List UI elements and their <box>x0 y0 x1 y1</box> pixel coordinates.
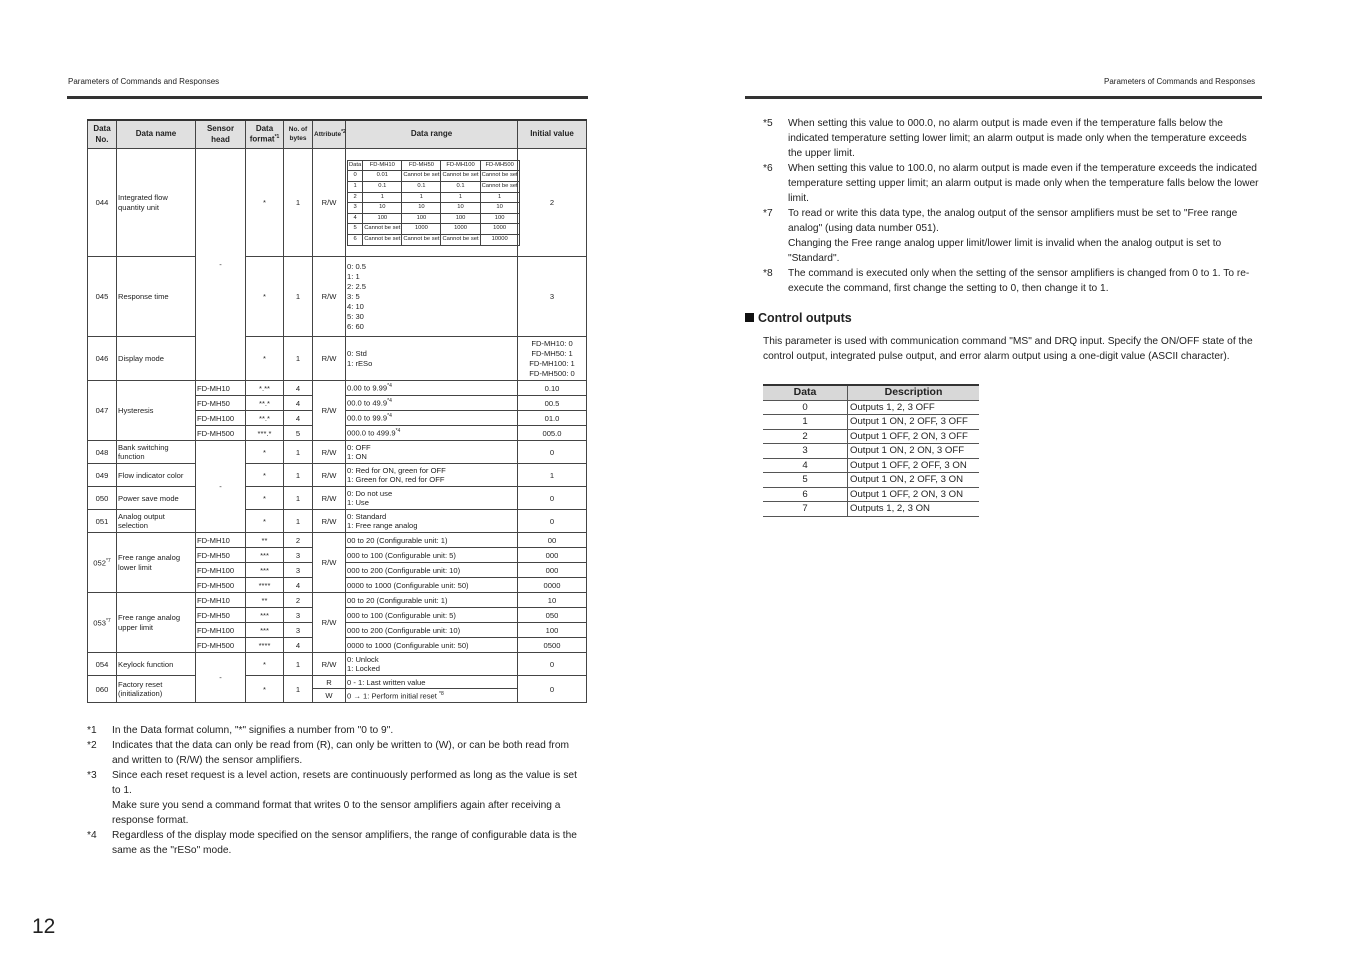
row-attr-w: W <box>313 689 346 703</box>
unit-table-cell: 1 <box>348 182 363 193</box>
unit-table-cell: Cannot be set <box>363 235 402 246</box>
row-head: FD-MH500 <box>196 638 246 653</box>
table-row <box>88 510 587 533</box>
row-no: 049 <box>88 464 117 487</box>
unit-table-cell: 0 <box>348 171 363 182</box>
sensor-head-dash: - <box>196 653 246 703</box>
footnote-text: To read or write this data type, the analog output of the sensor amplifiers must be set to "Free range analog" (using data number 051). <box>788 208 1238 234</box>
row-attr-r: R <box>313 676 346 689</box>
row-range: 0: OFF 1: ON <box>346 441 518 464</box>
row-format: * <box>246 510 284 533</box>
unit-table-cell: Cannot be set <box>480 171 519 182</box>
row-no: 050 <box>88 487 117 510</box>
row-no: 054 <box>88 653 117 676</box>
row-bytes: 4 <box>284 411 313 426</box>
row-bytes: 2 <box>284 593 313 608</box>
row-bytes: 4 <box>284 638 313 653</box>
footnote-mark: *4 <box>87 830 97 841</box>
row-range: 000 to 200 (Configurable unit: 10) <box>346 563 518 578</box>
unit-table-cell: Cannot be set <box>402 171 441 182</box>
row-init: 0 <box>518 441 587 464</box>
unit-table-cell: Cannot be set <box>402 235 441 246</box>
control-data: 6 <box>763 487 848 502</box>
control-desc: Output 1 ON, 2 ON, 3 OFF <box>848 444 980 459</box>
row-format: ** <box>246 593 284 608</box>
row-format: * <box>246 487 284 510</box>
header-rule-right <box>745 96 1262 99</box>
footnote-text: Since each reset request is a level action, resets are continuously performed as long as the value is set to 1. <box>112 770 577 796</box>
unit-table-cell: 5 <box>348 224 363 235</box>
col-data-format: Data format$^{*1}$ <box>246 120 284 149</box>
unit-table-cell: 100 <box>480 213 519 224</box>
unit-table-row <box>348 160 520 171</box>
unit-table-cell: 10 <box>402 203 441 214</box>
row-bytes: 4 <box>284 578 313 593</box>
row-format: * <box>246 653 284 676</box>
control-outputs-title: Control outputs <box>745 311 852 325</box>
unit-table-cell: 1 <box>363 192 402 203</box>
row-name: Bank switching function <box>117 441 196 464</box>
unit-table-cell: 3 <box>348 203 363 214</box>
unit-table-cell: Data <box>348 160 363 171</box>
row-range: 000 to 100 (Configurable unit: 5) <box>346 608 518 623</box>
col-data-name: Data name <box>117 120 196 149</box>
unit-table-cell: 100 <box>441 213 480 224</box>
control-outputs-table <box>763 384 979 517</box>
row-name: Free range analog lower limit <box>117 533 196 593</box>
row-init: 1 <box>518 464 587 487</box>
control-desc: Output 1 OFF, 2 ON, 3 OFF <box>848 429 980 444</box>
unit-table-cell: 100 <box>402 213 441 224</box>
unit-table-cell: 0.1 <box>402 182 441 193</box>
table-row <box>763 444 979 459</box>
row-format: **.* <box>246 411 284 426</box>
footnote-item <box>87 738 587 768</box>
row-format: ***.* <box>246 426 284 441</box>
row-range: 00.0 to 49.9$^{*4}$ <box>346 396 518 411</box>
footnote-text: The command is executed only when the setting of the sensor amplifiers is changed from 0 to 1. To re-execute the command, first change the setting to 0, then change it to 1. <box>788 268 1250 294</box>
table-row <box>88 676 587 689</box>
row-bytes: 5 <box>284 426 313 441</box>
unit-table-cell: 0.1 <box>363 182 402 193</box>
row-attr: R/W <box>313 593 346 653</box>
row-init: 0 <box>518 676 587 703</box>
row-init: 0.10 <box>518 381 587 396</box>
row-name: Flow indicator color <box>117 464 196 487</box>
row-range: 0: Red for ON, green for OFF 1: Green for ON, red for OFF <box>346 464 518 487</box>
row-attr: R/W <box>313 337 346 381</box>
row-name: Analog output selection <box>117 510 196 533</box>
footnote-item <box>763 161 1263 206</box>
row-format: **** <box>246 578 284 593</box>
table-row <box>88 381 587 396</box>
unit-table-cell: Cannot be set <box>363 224 402 235</box>
row-range: 000 to 200 (Configurable unit: 10) <box>346 623 518 638</box>
row-attr: R/W <box>313 653 346 676</box>
row-init: 10 <box>518 593 587 608</box>
row-init: 00 <box>518 533 587 548</box>
row-no: 052$^{*7}$ <box>88 533 117 593</box>
table-header-row <box>88 120 587 149</box>
unit-table-row <box>348 235 520 246</box>
row-no: 047 <box>88 381 117 441</box>
row-range: 0: Standard 1: Free range analog <box>346 510 518 533</box>
row-no: 053$^{*7}$ <box>88 593 117 653</box>
unit-table-cell: Cannot be set <box>441 171 480 182</box>
unit-table-cell: 1 <box>480 192 519 203</box>
row-format: **** <box>246 638 284 653</box>
row-head: FD-MH500 <box>196 578 246 593</box>
unit-table-cell: 10000 <box>480 235 519 246</box>
page-number: 12 <box>32 915 56 938</box>
unit-table <box>347 160 520 246</box>
unit-table-cell: 1000 <box>402 224 441 235</box>
row-bytes: 1 <box>284 257 313 337</box>
row-name: Hysteresis <box>117 381 196 441</box>
row-format: * <box>246 676 284 703</box>
row-name: Keylock function <box>117 653 196 676</box>
row-attr: R/W <box>313 510 346 533</box>
row-name: Integrated flow quantity unit <box>117 149 196 257</box>
unit-table-cell: 1 <box>402 192 441 203</box>
unit-table-cell: FD-MH10 <box>363 160 402 171</box>
unit-table-cell: Cannot be set <box>480 182 519 193</box>
header-rule-left <box>67 96 588 99</box>
unit-table-cell: 0.1 <box>441 182 480 193</box>
row-head: FD-MH100 <box>196 623 246 638</box>
table-row <box>88 487 587 510</box>
footnote-mark: *3 <box>87 770 97 781</box>
table-row <box>763 487 979 502</box>
footnote-text: Make sure you send a command format that writes 0 to the sensor amplifiers again after receiving a response format. <box>112 800 561 826</box>
row-bytes: 1 <box>284 510 313 533</box>
row-bytes: 3 <box>284 563 313 578</box>
row-bytes: 3 <box>284 608 313 623</box>
row-head: FD-MH50 <box>196 608 246 623</box>
table-row <box>88 257 587 337</box>
row-init: 005.0 <box>518 426 587 441</box>
footnote-item <box>763 116 1263 161</box>
footnote-mark: *5 <box>763 118 773 129</box>
row-format: * <box>246 337 284 381</box>
row-format: *** <box>246 623 284 638</box>
control-data: 1 <box>763 415 848 430</box>
footnote-item <box>87 828 587 858</box>
row-head: FD-MH100 <box>196 411 246 426</box>
row-attr: R/W <box>313 441 346 464</box>
row-format: * <box>246 149 284 257</box>
row-bytes: 1 <box>284 487 313 510</box>
row-init: 0 <box>518 487 587 510</box>
row-name: Factory reset (initialization) <box>117 676 196 703</box>
parameter-table <box>87 119 587 703</box>
sensor-head-dash: - <box>196 149 246 381</box>
row-head: FD-MH50 <box>196 396 246 411</box>
row-init: FD-MH10: 0 FD-MH50: 1 FD-MH100: 1 FD-MH500: 0 <box>518 337 587 381</box>
control-data: 5 <box>763 473 848 488</box>
row-bytes: 1 <box>284 464 313 487</box>
unit-table-row <box>348 171 520 182</box>
table-row <box>88 464 587 487</box>
footnote-mark: *2 <box>87 740 97 751</box>
row-name: Power save mode <box>117 487 196 510</box>
unit-table-cell: 1 <box>441 192 480 203</box>
table-row <box>763 458 979 473</box>
table-row <box>88 533 587 548</box>
row-bytes: 1 <box>284 676 313 703</box>
table-row <box>88 337 587 381</box>
row-range: 0000 to 1000 (Configurable unit: 50) <box>346 578 518 593</box>
control-data: 0 <box>763 400 848 415</box>
control-desc: Output 1 OFF, 2 OFF, 3 ON <box>848 458 980 473</box>
control-data: 4 <box>763 458 848 473</box>
footnote-text: When setting this value to 000.0, no alarm output is made even if the temperature falls below the indicated temperature setting lower limit; an alarm output is made only when the temperature exceeds the upper limit. <box>788 118 1247 159</box>
unit-table-cell: 0.01 <box>363 171 402 182</box>
row-name: Display mode <box>117 337 196 381</box>
footnote-item <box>87 723 587 738</box>
row-no: 046 <box>88 337 117 381</box>
row-format: * <box>246 441 284 464</box>
footnote-mark: *6 <box>763 163 773 174</box>
unit-table-row <box>348 213 520 224</box>
row-bytes: 1 <box>284 337 313 381</box>
row-name: Free range analog upper limit <box>117 593 196 653</box>
unit-table-cell: 10 <box>363 203 402 214</box>
footnote-text: Indicates that the data can only be read from (R), can only be written to (W), or can be both read from and written to (R/W) the sensor amplifiers. <box>112 740 569 766</box>
row-range: 0: Unlock 1: Locked <box>346 653 518 676</box>
unit-table-cell: 1000 <box>480 224 519 235</box>
row-name: Response time <box>117 257 196 337</box>
row-init: 000 <box>518 563 587 578</box>
row-init: 3 <box>518 257 587 337</box>
row-init: 00.5 <box>518 396 587 411</box>
row-bytes: 3 <box>284 548 313 563</box>
control-data: 2 <box>763 429 848 444</box>
table-row <box>88 593 587 608</box>
col-data-no: Data No. <box>88 120 117 149</box>
header-left: Parameters of Commands and Responses <box>68 77 220 86</box>
row-attr: R/W <box>313 487 346 510</box>
row-format: *** <box>246 563 284 578</box>
table-row <box>763 473 979 488</box>
unit-table-cell: 10 <box>441 203 480 214</box>
unit-table-row <box>348 192 520 203</box>
row-range-w: 0 → 1: Perform initial reset $^{*8}$ <box>346 689 518 703</box>
row-head: FD-MH10 <box>196 381 246 396</box>
row-format: * <box>246 257 284 337</box>
footnotes-right <box>763 116 1263 296</box>
table-row <box>88 149 587 257</box>
row-bytes: 1 <box>284 149 313 257</box>
row-format: *.** <box>246 381 284 396</box>
col-data-range: Data range <box>346 120 518 149</box>
unit-table-row <box>348 182 520 193</box>
unit-table-cell: FD-MH500 <box>480 160 519 171</box>
row-head: FD-MH10 <box>196 533 246 548</box>
table-row <box>763 502 979 517</box>
table-row <box>763 415 979 430</box>
row-attr: R/W <box>313 464 346 487</box>
row-no: 051 <box>88 510 117 533</box>
footnote-item <box>87 768 587 828</box>
control-desc: Outputs 1, 2, 3 ON <box>848 502 980 517</box>
control-desc: Output 1 ON, 2 OFF, 3 OFF <box>848 415 980 430</box>
square-bullet-icon <box>745 313 754 322</box>
row-format: * <box>246 464 284 487</box>
table-row <box>763 400 979 415</box>
control-data: 3 <box>763 444 848 459</box>
footnote-item <box>763 266 1263 296</box>
table-row <box>88 653 587 676</box>
row-no: 044 <box>88 149 117 257</box>
row-format: *** <box>246 548 284 563</box>
table-row <box>763 429 979 444</box>
unit-table-cell: 6 <box>348 235 363 246</box>
unit-table-row <box>348 203 520 214</box>
row-no: 060 <box>88 676 117 703</box>
control-outputs-description: This parameter is used with communication command "MS" and DRQ input. Specify the ON/OFF state of the control output, integrated pulse output, and error alarm output using a one-digit value (ASCII character). <box>763 336 1253 362</box>
row-attr: R/W <box>313 533 346 593</box>
row-init: 2 <box>518 149 587 257</box>
row-no: 048 <box>88 441 117 464</box>
header-right: Parameters of Commands and Responses <box>1104 77 1256 86</box>
footnote-mark: *8 <box>763 268 773 279</box>
row-range: 0: 0.5 1: 1 2: 2.5 3: 5 4: 10 5: 30 6: 60 <box>346 257 518 337</box>
row-range: 0: Do not use 1: Use <box>346 487 518 510</box>
footnote-text: Changing the Free range analog upper limit/lower limit is invalid when the analog output is set to "Standard". <box>788 238 1222 264</box>
row-init: 0 <box>518 510 587 533</box>
row-head: FD-MH500 <box>196 426 246 441</box>
col-sensor-head: Sensor head <box>196 120 246 149</box>
row-no: 045 <box>88 257 117 337</box>
row-range: 00.0 to 99.9$^{*4}$ <box>346 411 518 426</box>
control-desc: Outputs 1, 2, 3 OFF <box>848 400 980 415</box>
col-description: Description <box>848 385 980 400</box>
row-bytes: 1 <box>284 441 313 464</box>
unit-table-cell: Cannot be set <box>441 235 480 246</box>
row-head: FD-MH10 <box>196 593 246 608</box>
row-range: 000 to 100 (Configurable unit: 5) <box>346 548 518 563</box>
row-range: 0.00 to 9.99$^{*4}$ <box>346 381 518 396</box>
row-init: 01.0 <box>518 411 587 426</box>
unit-table-cell: FD-MH50 <box>402 160 441 171</box>
row-init: 050 <box>518 608 587 623</box>
footnote-mark: *1 <box>87 725 97 736</box>
footnotes-left <box>87 723 587 858</box>
control-desc: Output 1 ON, 2 OFF, 3 ON <box>848 473 980 488</box>
row-attr: R/W <box>313 381 346 441</box>
row-range: 00 to 20 (Configurable unit: 1) <box>346 533 518 548</box>
unit-table-cell: 100 <box>363 213 402 224</box>
row-attr: R/W <box>313 149 346 257</box>
row-range: 0000 to 1000 (Configurable unit: 50) <box>346 638 518 653</box>
unit-table-cell: 10 <box>480 203 519 214</box>
unit-table-cell: 2 <box>348 192 363 203</box>
unit-table-cell: FD-MH100 <box>441 160 480 171</box>
unit-table-cell: 4 <box>348 213 363 224</box>
row-head: FD-MH100 <box>196 563 246 578</box>
col-bytes: No. of bytes <box>284 120 313 149</box>
row-attr: R/W <box>313 257 346 337</box>
row-bytes: 4 <box>284 381 313 396</box>
unit-table-row <box>348 224 520 235</box>
col-attribute: Attribute$^{*2}$ <box>313 120 346 149</box>
row-format: **.* <box>246 396 284 411</box>
col-initial-value: Initial value <box>518 120 587 149</box>
row-range <box>346 149 518 257</box>
row-init: 000 <box>518 548 587 563</box>
row-bytes: 4 <box>284 396 313 411</box>
col-data: Data <box>763 385 848 400</box>
footnote-text: When setting this value to 100.0, no alarm output is made even if the temperature exceeds the indicated temperature setting upper limit; an alarm output is made only when the temperature falls below the lower limit. <box>788 163 1259 204</box>
row-init: 0500 <box>518 638 587 653</box>
row-init: 0 <box>518 653 587 676</box>
sensor-head-dash: - <box>196 441 246 533</box>
row-bytes: 2 <box>284 533 313 548</box>
row-range-r: 0 - 1: Last written value <box>346 676 518 689</box>
table-row <box>88 441 587 464</box>
footnote-item <box>763 206 1263 266</box>
row-init: 100 <box>518 623 587 638</box>
row-format: *** <box>246 608 284 623</box>
unit-table-cell: 1000 <box>441 224 480 235</box>
row-head: FD-MH50 <box>196 548 246 563</box>
control-header-row <box>763 385 979 400</box>
row-bytes: 3 <box>284 623 313 638</box>
row-init: 0000 <box>518 578 587 593</box>
footnote-text: In the Data format column, "*" signifies a number from "0 to 9". <box>112 725 394 736</box>
control-data: 7 <box>763 502 848 517</box>
row-range: 000.0 to 499.9$^{*4}$ <box>346 426 518 441</box>
footnote-text: Regardless of the display mode specified on the sensor amplifiers, the range of configurable data is the same as the "rESo" mode. <box>112 830 577 856</box>
row-format: ** <box>246 533 284 548</box>
row-range: 0: Std 1: rESo <box>346 337 518 381</box>
control-desc: Output 1 OFF, 2 ON, 3 ON <box>848 487 980 502</box>
row-bytes: 1 <box>284 653 313 676</box>
row-range: 00 to 20 (Configurable unit: 1) <box>346 593 518 608</box>
footnote-mark: *7 <box>763 208 773 219</box>
